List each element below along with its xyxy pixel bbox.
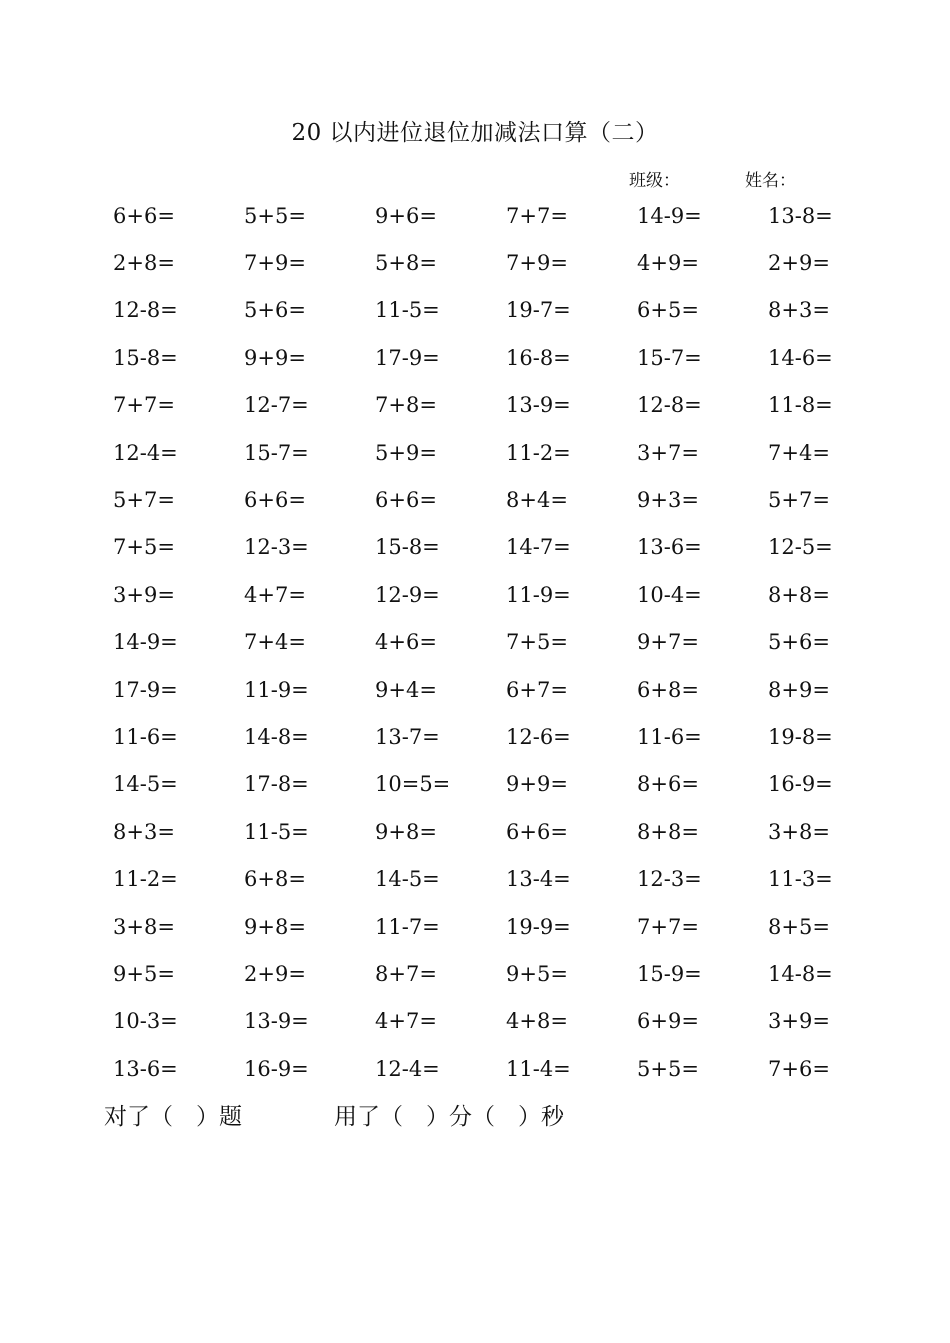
problem-cell: 9+5=: [506, 961, 568, 986]
problem-cell: 14-5=: [375, 867, 440, 892]
problem-row: [113, 382, 913, 429]
problem-cell: 11-2=: [113, 867, 178, 892]
problem-row: [113, 761, 913, 808]
problem-cell: 11-7=: [375, 914, 440, 939]
problem-cell: 11-5=: [375, 298, 440, 323]
problem-cell: 19-9=: [506, 914, 571, 939]
problem-cell: 13-9=: [244, 1009, 309, 1034]
problem-cell: 13-8=: [768, 203, 833, 228]
problem-cell: 12-4=: [113, 440, 178, 465]
problem-cell: 6+8=: [244, 867, 306, 892]
problem-cell: 9+3=: [637, 488, 699, 513]
problem-cell: 9+9=: [244, 345, 306, 370]
problem-cell: 15-8=: [375, 535, 440, 560]
problem-cell: 9+9=: [506, 772, 568, 797]
problem-cell: 11-4=: [506, 1056, 571, 1081]
problem-cell: 7+7=: [113, 393, 175, 418]
correct-count-field: 对了（ ）题: [104, 1104, 242, 1130]
problem-cell: 14-6=: [768, 345, 833, 370]
problem-cell: 2+9=: [768, 251, 830, 276]
problem-cell: 7+4=: [768, 440, 830, 465]
problem-cell: 8+9=: [768, 677, 830, 702]
problem-cell: 13-9=: [506, 393, 571, 418]
problem-cell: 5+7=: [113, 488, 175, 513]
problem-row: [113, 429, 913, 476]
problem-cell: 8+5=: [768, 914, 830, 939]
problem-cell: 8+7=: [375, 961, 437, 986]
problem-row: [113, 192, 913, 239]
problem-cell: 17-9=: [113, 677, 178, 702]
problem-cell: 7+9=: [506, 251, 568, 276]
problem-row: [113, 619, 913, 666]
problem-row: [113, 334, 913, 381]
problem-cell: 8+3=: [113, 819, 175, 844]
problem-row: [113, 998, 913, 1045]
problem-cell: 12-3=: [244, 535, 309, 560]
problem-cell: 12-9=: [375, 582, 440, 607]
problem-cell: 10-4=: [637, 582, 702, 607]
problem-cell: 7+6=: [768, 1056, 830, 1081]
problem-cell: 14-8=: [768, 961, 833, 986]
problem-cell: 13-6=: [637, 535, 702, 560]
problem-cell: 7+4=: [244, 630, 306, 655]
problem-cell: 15-9=: [637, 961, 702, 986]
problem-cell: 7+9=: [244, 251, 306, 276]
problem-cell: 10=5=: [375, 772, 451, 797]
problem-cell: 7+8=: [375, 393, 437, 418]
problem-cell: 6+7=: [506, 677, 568, 702]
problem-cell: 6+6=: [244, 488, 306, 513]
problem-cell: 9+6=: [375, 203, 437, 228]
problem-row: [113, 524, 913, 571]
problem-cell: 14-9=: [113, 630, 178, 655]
problem-cell: 17-8=: [244, 772, 309, 797]
problem-cell: 8+8=: [768, 582, 830, 607]
problem-cell: 12-4=: [375, 1056, 440, 1081]
problem-row: [113, 571, 913, 618]
problem-cell: 15-7=: [244, 440, 309, 465]
problem-cell: 13-6=: [113, 1056, 178, 1081]
problem-cell: 11-3=: [768, 867, 833, 892]
time-used-field: 用了（ ）分（ ）秒: [334, 1104, 564, 1130]
problem-cell: 14-8=: [244, 724, 309, 749]
problem-cell: 3+9=: [768, 1009, 830, 1034]
problem-cell: 4+8=: [506, 1009, 568, 1034]
problem-cell: 7+5=: [506, 630, 568, 655]
problem-cell: 15-8=: [113, 345, 178, 370]
problem-cell: 5+5=: [637, 1056, 699, 1081]
problem-cell: 5+6=: [244, 298, 306, 323]
problem-cell: 8+8=: [637, 819, 699, 844]
problem-cell: 12-7=: [244, 393, 309, 418]
problem-cell: 5+5=: [244, 203, 306, 228]
problem-cell: 5+6=: [768, 630, 830, 655]
problem-row: [113, 950, 913, 997]
problem-cell: 14-9=: [637, 203, 702, 228]
problem-cell: 5+7=: [768, 488, 830, 513]
problem-cell: 8+6=: [637, 772, 699, 797]
problem-cell: 4+6=: [375, 630, 437, 655]
problem-cell: 4+9=: [637, 251, 699, 276]
problem-cell: 8+4=: [506, 488, 568, 513]
problem-cell: 12-8=: [113, 298, 178, 323]
problem-cell: 12-8=: [637, 393, 702, 418]
problem-grid: [113, 192, 913, 1092]
problem-cell: 16-9=: [244, 1056, 309, 1081]
problem-row: [113, 808, 913, 855]
problem-cell: 13-4=: [506, 867, 571, 892]
problem-cell: 5+8=: [375, 251, 437, 276]
problem-cell: 9+4=: [375, 677, 437, 702]
problem-cell: 8+3=: [768, 298, 830, 323]
problem-row: [113, 287, 913, 334]
problem-cell: 3+9=: [113, 582, 175, 607]
problem-cell: 11-6=: [113, 724, 178, 749]
problem-row: [113, 855, 913, 902]
problem-cell: 5+9=: [375, 440, 437, 465]
problem-cell: 17-9=: [375, 345, 440, 370]
problem-cell: 11-8=: [768, 393, 833, 418]
problem-cell: 11-9=: [244, 677, 309, 702]
problem-row: [113, 476, 913, 523]
problem-cell: 6+5=: [637, 298, 699, 323]
problem-cell: 14-7=: [506, 535, 571, 560]
problem-row: [113, 239, 913, 286]
problem-row: [113, 903, 913, 950]
problem-cell: 16-8=: [506, 345, 571, 370]
problem-row: [113, 1045, 913, 1092]
problem-cell: 19-8=: [768, 724, 833, 749]
problem-cell: 2+8=: [113, 251, 175, 276]
name-field-label: 姓名：: [745, 171, 796, 191]
problem-cell: 9+8=: [244, 914, 306, 939]
problem-cell: 4+7=: [244, 582, 306, 607]
problem-cell: 4+7=: [375, 1009, 437, 1034]
problem-cell: 6+9=: [637, 1009, 699, 1034]
problem-cell: 12-6=: [506, 724, 571, 749]
problem-cell: 12-5=: [768, 535, 833, 560]
problem-cell: 7+5=: [113, 535, 175, 560]
problem-row: [113, 666, 913, 713]
page-title: 20 以内进位退位加减法口算（二）: [291, 120, 659, 146]
problem-cell: 16-9=: [768, 772, 833, 797]
problem-cell: 3+8=: [113, 914, 175, 939]
problem-cell: 14-5=: [113, 772, 178, 797]
problem-cell: 11-5=: [244, 819, 309, 844]
problem-cell: 3+7=: [637, 440, 699, 465]
class-field-label: 班级：: [629, 171, 680, 191]
problem-cell: 11-6=: [637, 724, 702, 749]
problem-cell: 11-9=: [506, 582, 571, 607]
problem-cell: 11-2=: [506, 440, 571, 465]
problem-cell: 15-7=: [637, 345, 702, 370]
problem-cell: 9+7=: [637, 630, 699, 655]
problem-cell: 9+8=: [375, 819, 437, 844]
problem-cell: 6+8=: [637, 677, 699, 702]
problem-cell: 6+6=: [506, 819, 568, 844]
problem-cell: 19-7=: [506, 298, 571, 323]
problem-cell: 10-3=: [113, 1009, 178, 1034]
problem-cell: 3+8=: [768, 819, 830, 844]
problem-cell: 13-7=: [375, 724, 440, 749]
problem-cell: 6+6=: [113, 203, 175, 228]
problem-cell: 9+5=: [113, 961, 175, 986]
problem-cell: 12-3=: [637, 867, 702, 892]
problem-cell: 7+7=: [506, 203, 568, 228]
problem-cell: 7+7=: [637, 914, 699, 939]
problem-cell: 2+9=: [244, 961, 306, 986]
problem-row: [113, 713, 913, 760]
problem-cell: 6+6=: [375, 488, 437, 513]
